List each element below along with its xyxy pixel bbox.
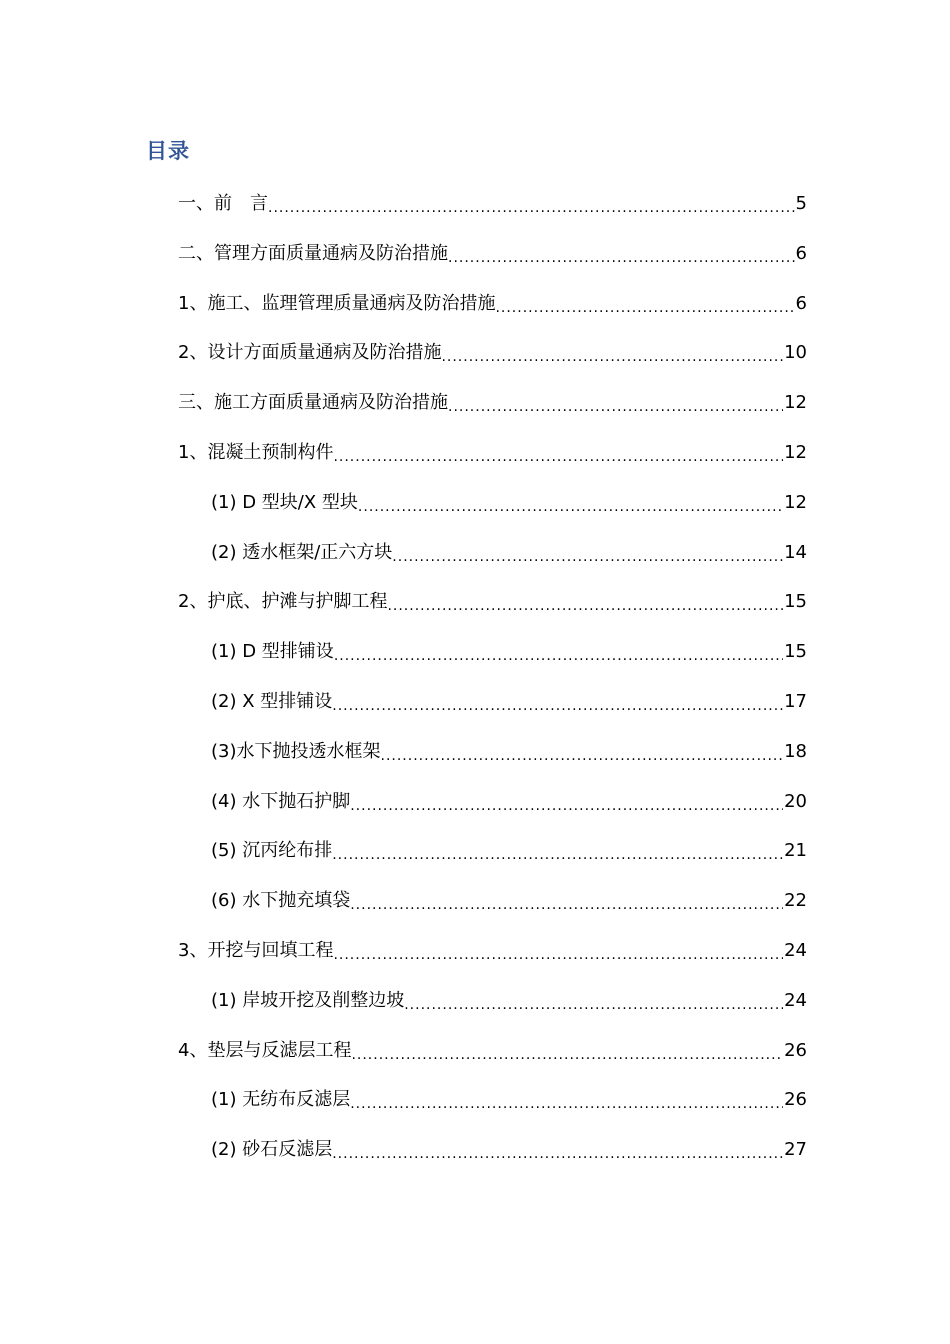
toc-entry[interactable] [0, 289, 807, 339]
toc-page-number[interactable]: 14 [784, 541, 807, 563]
toc-page-number[interactable]: 26 [784, 1089, 807, 1111]
toc-dot-leader [332, 687, 783, 717]
toc-entry[interactable] [0, 189, 807, 239]
toc-entry[interactable] [0, 239, 807, 289]
toc-entry-text[interactable]: (2) 透水框架/正六方块 [211, 541, 393, 563]
toc-entry[interactable] [0, 488, 807, 538]
toc-entry[interactable] [0, 1085, 807, 1135]
toc-dot-leader [332, 836, 783, 866]
toc-entry-text[interactable]: 4、垫层与反滤层工程 [178, 1039, 352, 1061]
toc-list [0, 189, 950, 1185]
toc-entry[interactable] [0, 886, 807, 936]
toc-entry-text[interactable]: (2) 砂石反滤层 [211, 1139, 333, 1161]
toc-entry-text[interactable]: 一、前 言 [178, 193, 268, 214]
toc-dot-leader [448, 388, 783, 418]
toc-entry-text[interactable]: 1、施工、监理管理质量通病及防治措施 [178, 292, 496, 314]
toc-page-number[interactable]: 12 [784, 441, 807, 463]
toc-entry[interactable] [0, 1036, 807, 1086]
toc-entry[interactable] [0, 836, 807, 886]
toc-page-number[interactable]: 6 [795, 242, 807, 264]
toc-entry-text[interactable]: 二、管理方面质量通病及防治措施 [178, 242, 448, 264]
toc-dot-leader [351, 1036, 783, 1066]
toc-dot-leader [358, 488, 783, 518]
toc-entry-text[interactable]: (6) 水下抛充填袋 [211, 890, 351, 912]
toc-page-number[interactable]: 15 [784, 641, 807, 663]
toc-page-number[interactable]: 20 [784, 790, 807, 812]
toc-page-number[interactable]: 22 [784, 890, 807, 912]
toc-entry-text[interactable]: (5) 沉丙纶布排 [211, 840, 333, 862]
toc-entry-text[interactable]: (1) 岸坡开挖及削整边坡 [211, 989, 405, 1011]
toc-dot-leader [334, 637, 783, 667]
toc-entry[interactable] [0, 637, 807, 687]
toc-page-number[interactable]: 5 [795, 193, 807, 214]
toc-entry-text[interactable]: (3)水下抛投透水框架 [211, 740, 381, 762]
toc-page-number[interactable]: 24 [784, 989, 807, 1011]
toc-entry[interactable] [0, 338, 807, 388]
toc-entry[interactable] [0, 538, 807, 588]
toc-dot-leader [495, 289, 794, 319]
toc-dot-leader [350, 886, 783, 916]
toc-entry-text[interactable]: (1) D 型块/X 型块 [211, 491, 358, 513]
toc-page-number[interactable]: 12 [784, 392, 807, 414]
toc-dot-leader [404, 986, 783, 1016]
toc-page-number[interactable]: 15 [784, 591, 807, 613]
toc-entry-text[interactable]: (2) X 型排铺设 [211, 690, 333, 712]
toc-entry[interactable] [0, 936, 807, 986]
toc-entry-text[interactable]: 2、护底、护滩与护脚工程 [178, 591, 388, 613]
toc-entry[interactable] [0, 438, 807, 488]
toc-entry[interactable] [0, 787, 807, 837]
toc-dot-leader [333, 438, 783, 468]
toc-page-number[interactable]: 18 [784, 740, 807, 762]
toc-dot-leader [350, 787, 783, 817]
toc-page-number[interactable]: 12 [784, 491, 807, 513]
toc-entry-text[interactable]: 3、开挖与回填工程 [178, 939, 334, 961]
toc-dot-leader [448, 239, 795, 269]
toc-entry-text[interactable]: 2、设计方面质量通病及防治措施 [178, 342, 442, 364]
toc-entry[interactable] [0, 587, 807, 637]
toc-page-number[interactable]: 17 [784, 690, 807, 712]
toc-entry[interactable] [0, 687, 807, 737]
toc-page-number[interactable]: 21 [784, 840, 807, 862]
toc-entry[interactable] [0, 1135, 807, 1185]
toc-page-number[interactable]: 10 [784, 342, 807, 364]
toc-dot-leader [441, 338, 783, 368]
toc-dot-leader [350, 1085, 783, 1115]
toc-entry[interactable] [0, 388, 807, 438]
toc-page-number[interactable]: 24 [784, 939, 807, 961]
toc-dot-leader [387, 587, 783, 617]
toc-page-number[interactable]: 27 [784, 1139, 807, 1161]
toc-dot-leader [381, 737, 784, 767]
toc-entry-text[interactable]: 三、施工方面质量通病及防治措施 [178, 392, 448, 414]
toc-entry[interactable] [0, 737, 807, 787]
toc-entry[interactable] [0, 986, 807, 1036]
toc-dot-leader [333, 936, 783, 966]
toc-page-number[interactable]: 6 [795, 292, 807, 314]
toc-dot-leader [332, 1135, 783, 1165]
toc-dot-leader [392, 538, 783, 568]
toc-title: 目录 [146, 139, 190, 163]
toc-page-number[interactable]: 26 [784, 1039, 807, 1061]
toc-entry-text[interactable]: (1) D 型排铺设 [211, 641, 334, 663]
toc-entry-text[interactable]: (1) 无纺布反滤层 [211, 1089, 351, 1111]
toc-entry-text[interactable]: 1、混凝土预制构件 [178, 441, 334, 463]
toc-dot-leader [268, 189, 795, 219]
toc-entry-text[interactable]: (4) 水下抛石护脚 [211, 790, 351, 812]
